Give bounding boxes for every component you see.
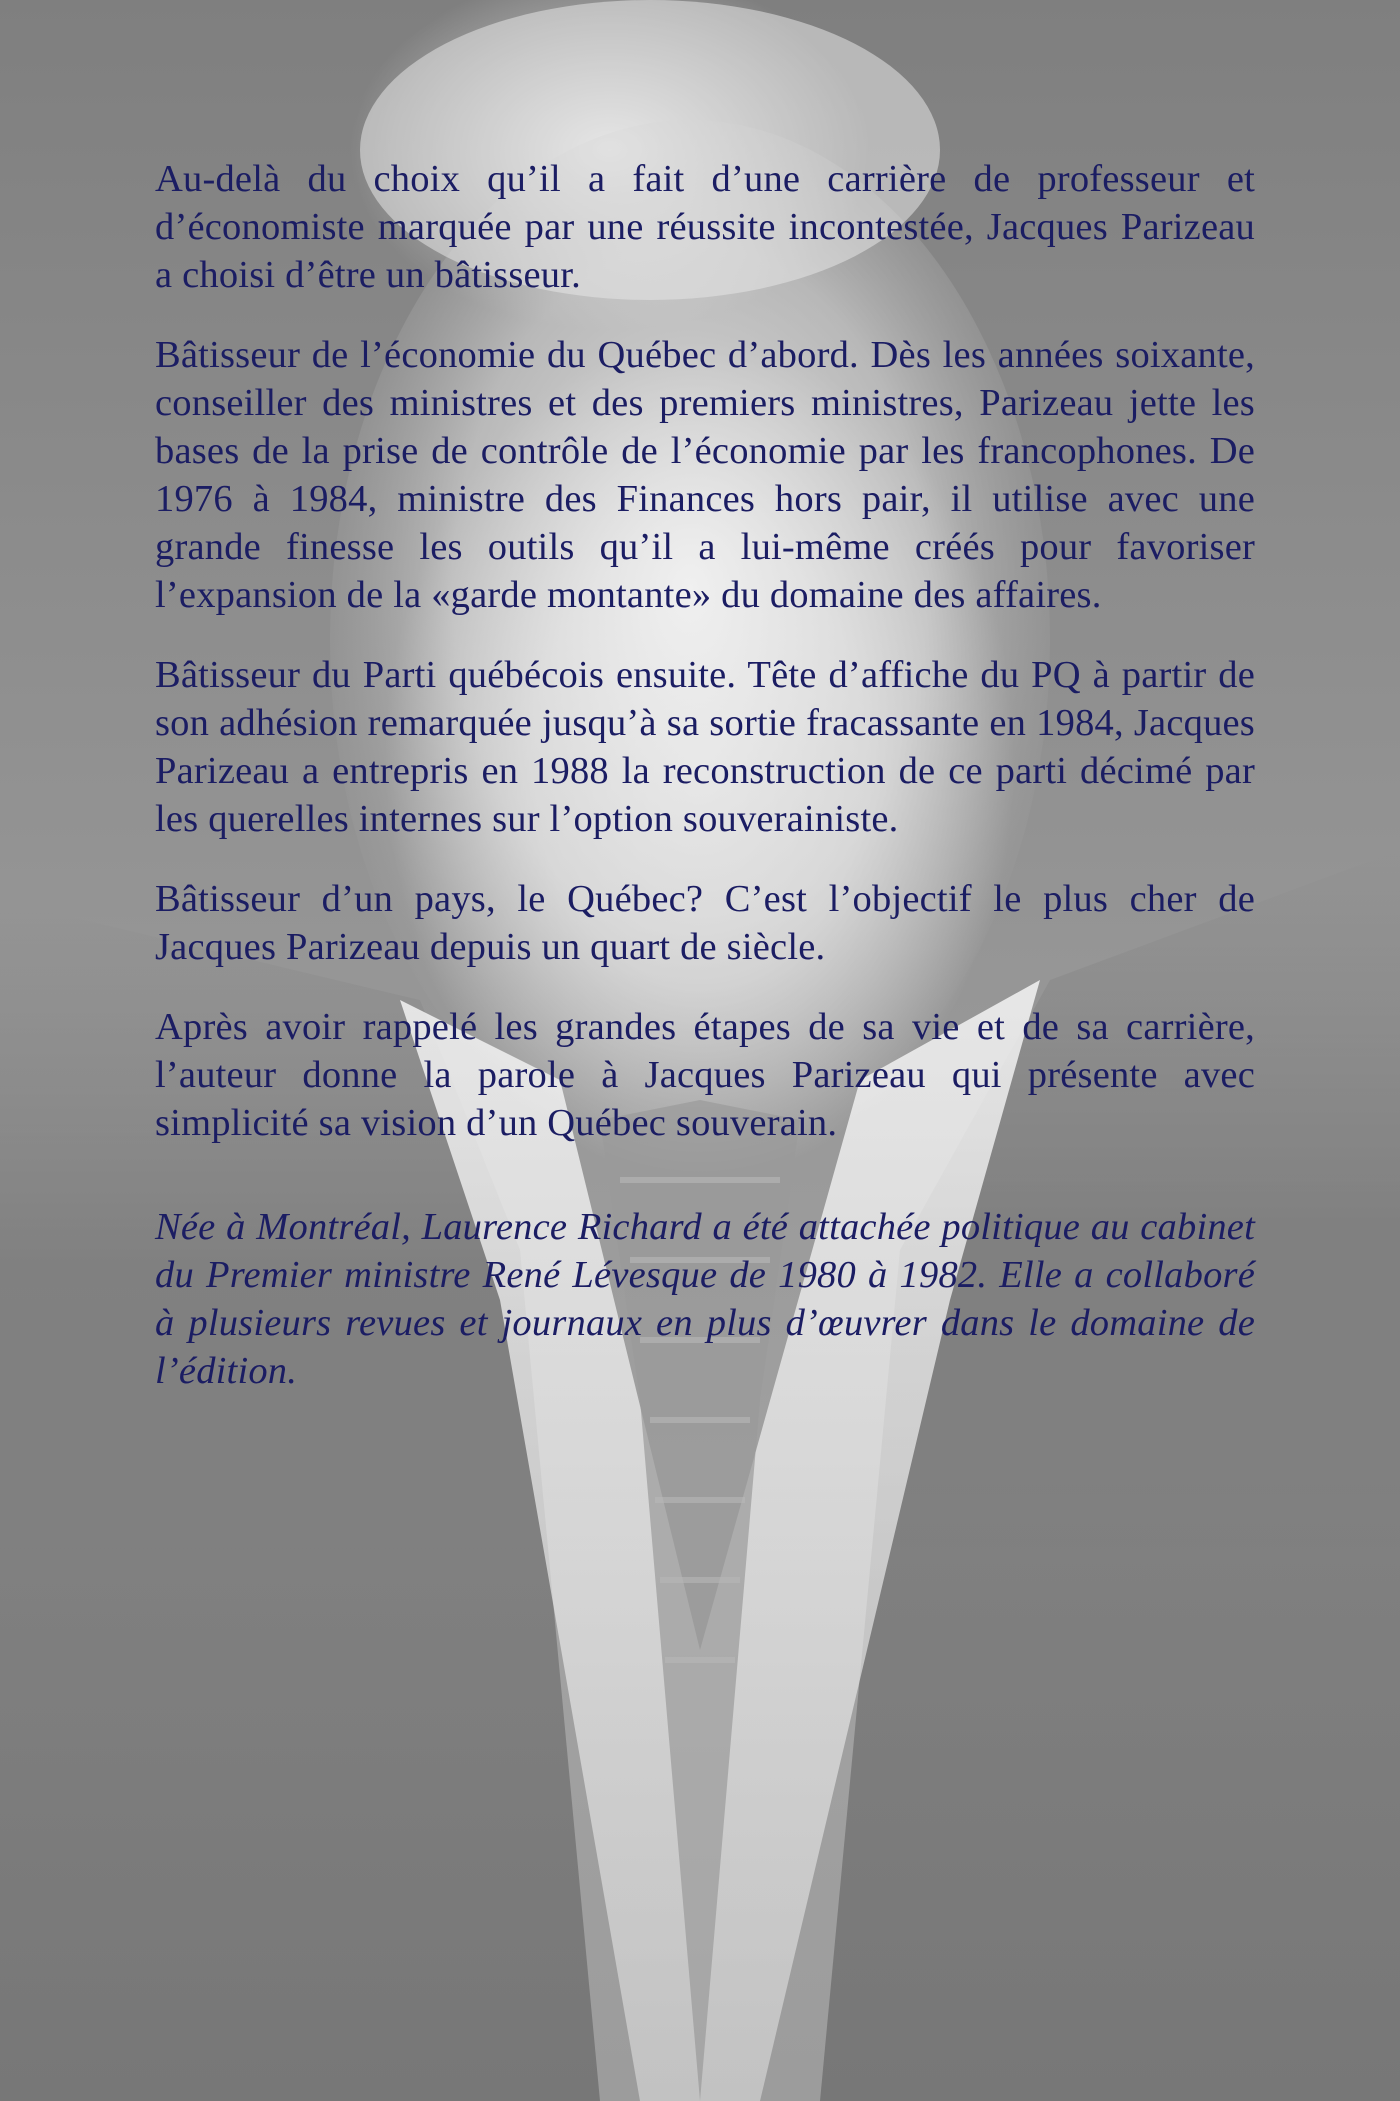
economy-paragraph: Bâtisseur de l’économie du Québec d’abord. Dès les années soixante, conseiller des ministres et des premiers ministres, Parizeau jette les bases de la prise de contrôle de l’économie par les francophones. De 1976 à 1984, ministre des Finances hors pair, il utilise avec une grande finesse les outils qu’il a lui-même créés pour favoriser l’expansion de la «garde montante» du domaine des affaires. bbox=[155, 334, 1255, 616]
party-paragraph: Bâtisseur du Parti québécois ensuite. Tête d’affiche du PQ à partir de son adhésion remarquée jusqu’à sa sortie fracassante en 1984, Jacques Parizeau a entrepris en 1988 la reconstruction de ce parti décimé par les querelles internes sur l’option souverainiste. bbox=[155, 654, 1255, 840]
back-cover-text bbox=[155, 155, 1255, 1427]
author-bio: Née à Montréal, Laurence Richard a été attachée politique au cabinet du Premier ministre René Lévesque de 1980 à 1982. Elle a collaboré à plusieurs revues et journaux en plus d’œuvrer dans le domaine de l’édition. bbox=[155, 1206, 1255, 1392]
country-paragraph: Bâtisseur d’un pays, le Québec? C’est l’objectif le plus cher de Jacques Parizeau depuis un quart de siècle. bbox=[155, 878, 1255, 968]
summary-paragraph: Après avoir rappelé les grandes étapes de sa vie et de sa carrière, l’auteur donne la parole à Jacques Parizeau qui présente avec simplicité sa vision d’un Québec souverain. bbox=[155, 1006, 1255, 1144]
intro-paragraph: Au-delà du choix qu’il a fait d’une carrière de professeur et d’économiste marquée par une réussite incontestée, Jacques Parizeau a choisi d’être un bâtisseur. bbox=[155, 158, 1255, 296]
